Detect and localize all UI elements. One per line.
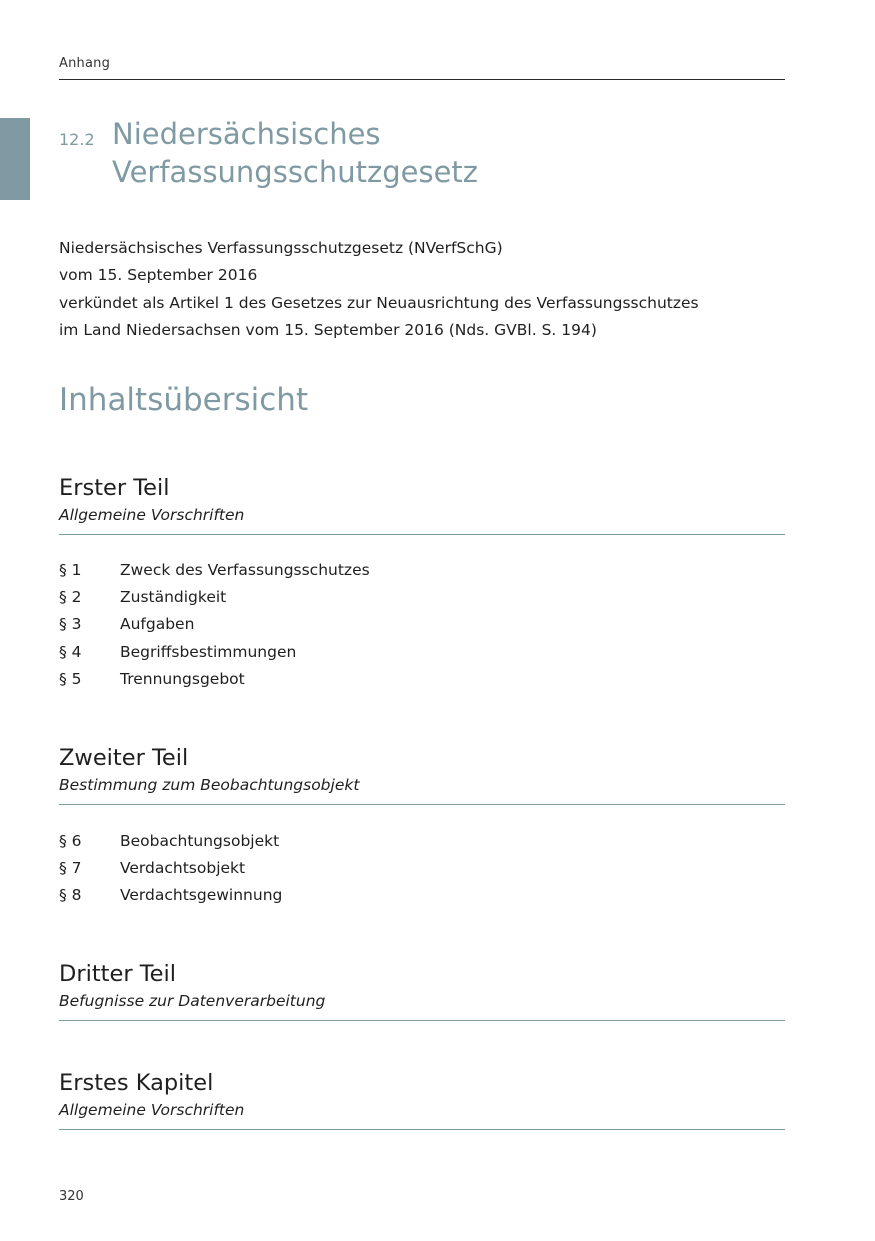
part-subtitle: Allgemeine Vorschriften <box>59 1098 785 1130</box>
toc-item-number: § 3 <box>59 615 82 634</box>
toc-item-label: Zuständigkeit <box>120 588 227 607</box>
toc-item[interactable] <box>59 557 785 584</box>
toc-item-number: § 6 <box>59 832 82 850</box>
toc-item[interactable] <box>59 584 785 611</box>
header-rule <box>59 79 785 80</box>
toc-item-number: § 8 <box>59 886 82 905</box>
toc-item-number: § 7 <box>59 859 82 878</box>
toc-item-number: § 2 <box>59 588 82 607</box>
toc-part-2 <box>59 743 785 805</box>
toc-item-label: Begriffsbestimmungen <box>120 642 297 661</box>
page-number: 320 <box>59 1189 84 1204</box>
toc-heading: Inhaltsübersicht <box>59 382 309 418</box>
part-subtitle: Befugnisse zur Datenverarbeitung <box>59 989 785 1021</box>
running-header: Anhang <box>59 56 111 71</box>
toc-item-label: Beobachtungsobjekt <box>120 832 280 850</box>
part-title: Erster Teil <box>59 475 170 501</box>
toc-item[interactable] <box>59 882 785 909</box>
toc-item[interactable] <box>59 666 785 693</box>
toc-item[interactable] <box>59 855 785 882</box>
part-subtitle: Allgemeine Vorschriften <box>59 503 785 535</box>
chapter-side-tab <box>0 118 30 200</box>
toc-list-part-1 <box>59 557 785 693</box>
section-title-line-2: Verfassungsschutzgesetz <box>112 155 479 189</box>
toc-item-label: Verdachtsgewinnung <box>120 886 283 905</box>
part-title: Erstes Kapitel <box>59 1070 214 1096</box>
toc-part-3 <box>59 959 785 1021</box>
part-title: Zweiter Teil <box>59 745 189 771</box>
toc-item-number: § 1 <box>59 561 82 579</box>
toc-item-number: § 4 <box>59 642 82 661</box>
part-subtitle: Bestimmung zum Beobachtungsobjekt <box>59 773 785 805</box>
part-title: Dritter Teil <box>59 961 176 987</box>
section-title <box>112 115 478 191</box>
intro-line-4: im Land Niedersachsen vom 15. September 2016 (Nds. GVBl. S. 194) <box>59 320 597 339</box>
toc-item-label: Trennungsgebot <box>120 669 245 688</box>
toc-item-label: Zweck des Verfassungsschutzes <box>120 561 370 579</box>
toc-chapter-1 <box>59 1068 785 1130</box>
toc-item[interactable] <box>59 639 785 666</box>
section-number: 12.2 <box>59 130 95 149</box>
intro-line-2: vom 15. September 2016 <box>59 266 258 285</box>
toc-item[interactable] <box>59 828 785 855</box>
toc-list-part-2 <box>59 828 785 910</box>
intro-line-1: Niedersächsisches Verfassungsschutzgesetz (NVerfSchG) <box>59 239 503 257</box>
toc-item-label: Aufgaben <box>120 615 195 634</box>
toc-item-number: § 5 <box>59 669 82 688</box>
toc-item-label: Verdachtsobjekt <box>120 859 246 878</box>
intro-block <box>59 235 699 344</box>
toc-part-1 <box>59 473 785 535</box>
toc-item[interactable] <box>59 611 785 638</box>
intro-line-3: verkündet als Artikel 1 des Gesetzes zur Neuausrichtung des Verfassungsschutzes <box>59 293 699 312</box>
section-title-line-1: Niedersächsisches <box>112 117 381 151</box>
